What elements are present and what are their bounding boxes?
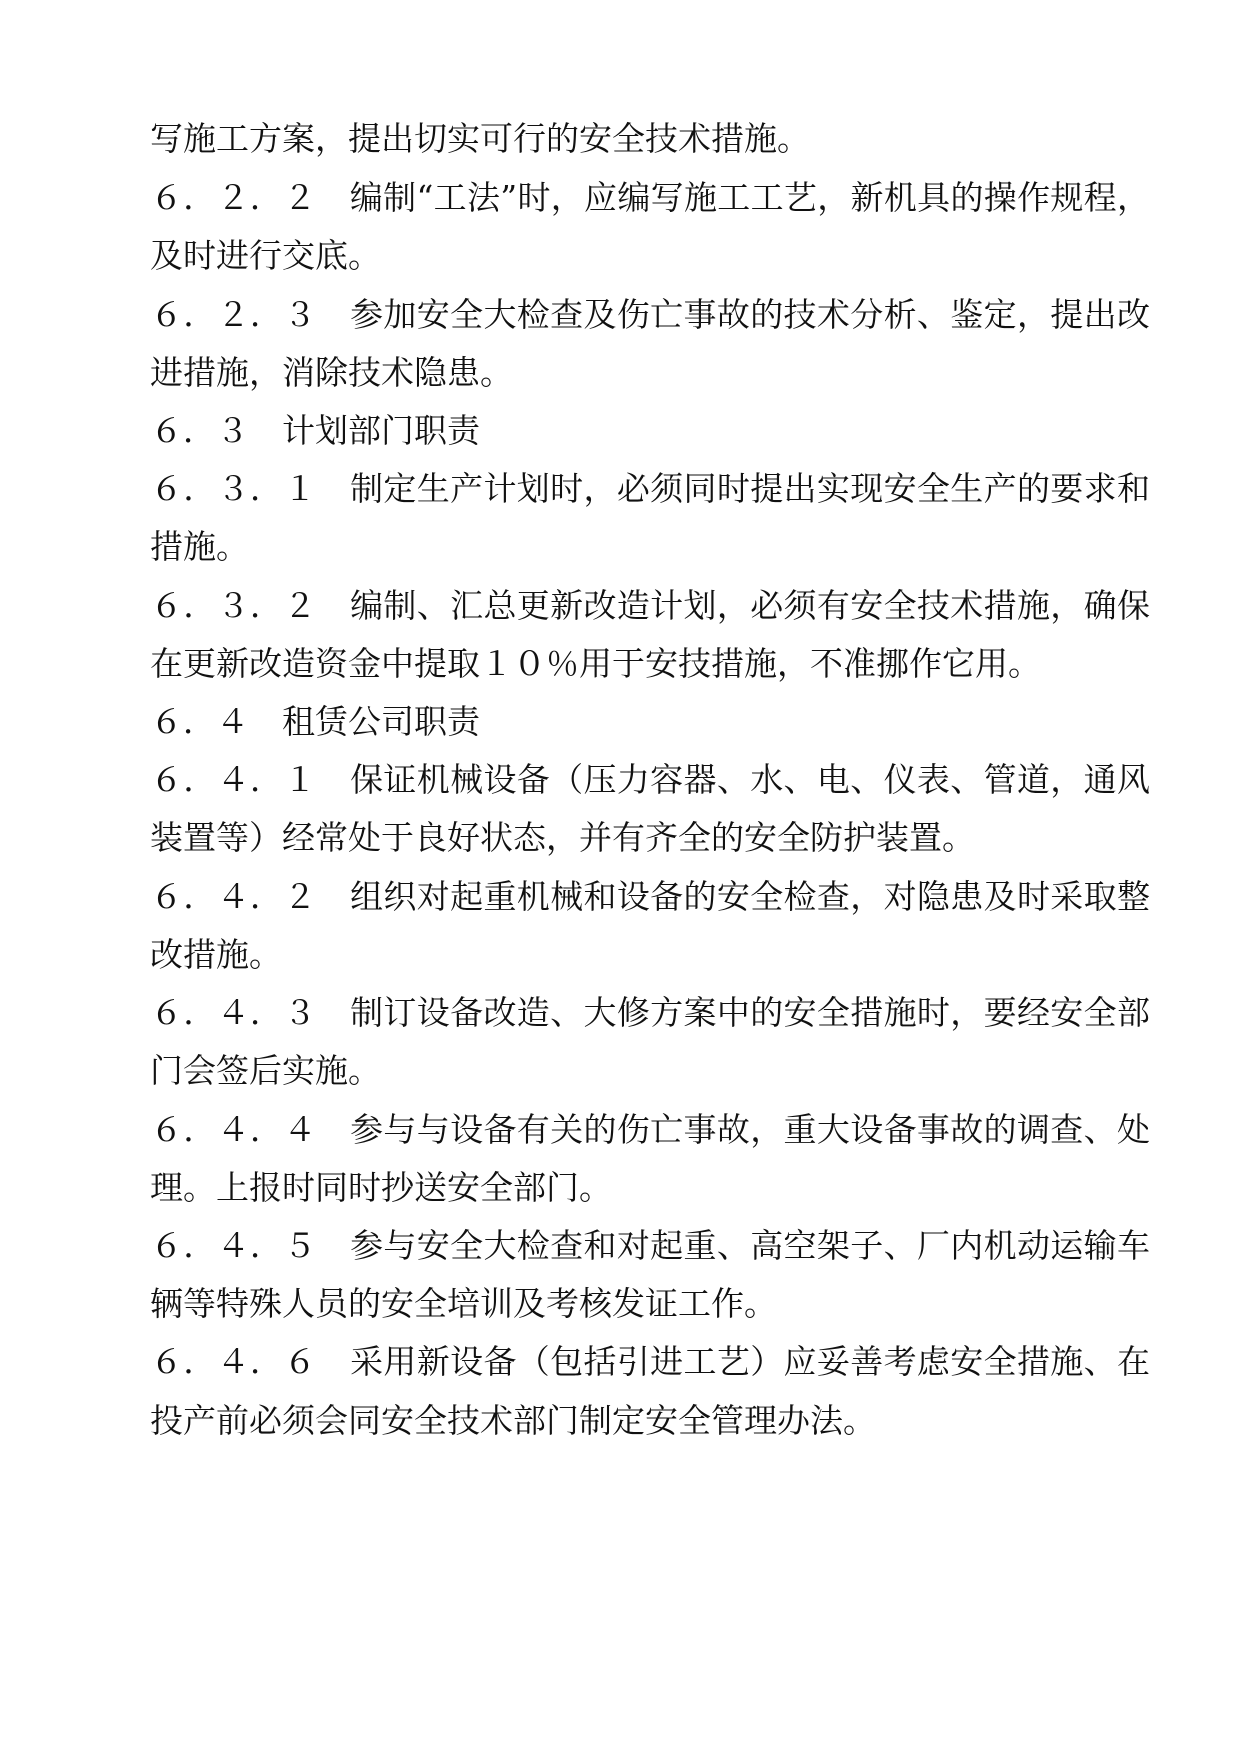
- text-line: ６．３．１ 制定生产计划时，必须同时提出实现安全生产的要求和: [150, 469, 1150, 508]
- text-line: ６．４．１ 保证机械设备（压力容器、水、电、仪表、管道，通风: [150, 760, 1150, 799]
- text-line: ６．４．４ 参与与设备有关的伤亡事故，重大设备事故的调查、处: [150, 1110, 1150, 1149]
- text-line: 改措施。: [150, 935, 282, 974]
- text-line: 投产前必须会同安全技术部门制定安全管理办法。: [150, 1401, 876, 1440]
- text-line: ６．４．６ 采用新设备（包括引进工艺）应妥善考虑安全措施、在: [150, 1342, 1150, 1381]
- text-line: 措施。: [150, 527, 249, 566]
- text-line: ６．２．２ 编制“工法”时，应编写施工工艺，新机具的操作规程，: [150, 178, 1150, 217]
- text-line: 进措施，消除技术隐患。: [150, 353, 513, 392]
- text-line: ６．４．２ 组织对起重机械和设备的安全检查，对隐患及时采取整: [150, 877, 1150, 916]
- text-line: 及时进行交底。: [150, 236, 381, 275]
- text-line: ６．４．３ 制订设备改造、大修方案中的安全措施时，要经安全部: [150, 993, 1150, 1032]
- text-line: 在更新改造资金中提取１０％用于安技措施，不准挪作它用。: [150, 644, 1041, 683]
- text-line: 理。上报时同时抄送安全部门。: [150, 1168, 612, 1207]
- text-line: ６．２．３ 参加安全大检查及伤亡事故的技术分析、鉴定，提出改: [150, 295, 1150, 334]
- text-line: 辆等特殊人员的安全培训及考核发证工作。: [150, 1284, 777, 1323]
- text-line: 写施工方案，提出切实可行的安全技术措施。: [150, 119, 810, 158]
- text-line: 门会签后实施。: [150, 1051, 381, 1090]
- section-heading: ６．４ 租赁公司职责: [150, 702, 480, 741]
- text-line: ６．４．５ 参与安全大检查和对起重、高空架子、厂内机动运输车: [150, 1226, 1150, 1265]
- text-line: ６．３．２ 编制、汇总更新改造计划，必须有安全技术措施，确保: [150, 586, 1150, 625]
- section-heading: ６．３ 计划部门职责: [150, 411, 480, 450]
- text-line: 装置等）经常处于良好状态，并有齐全的安全防护装置。: [150, 818, 975, 857]
